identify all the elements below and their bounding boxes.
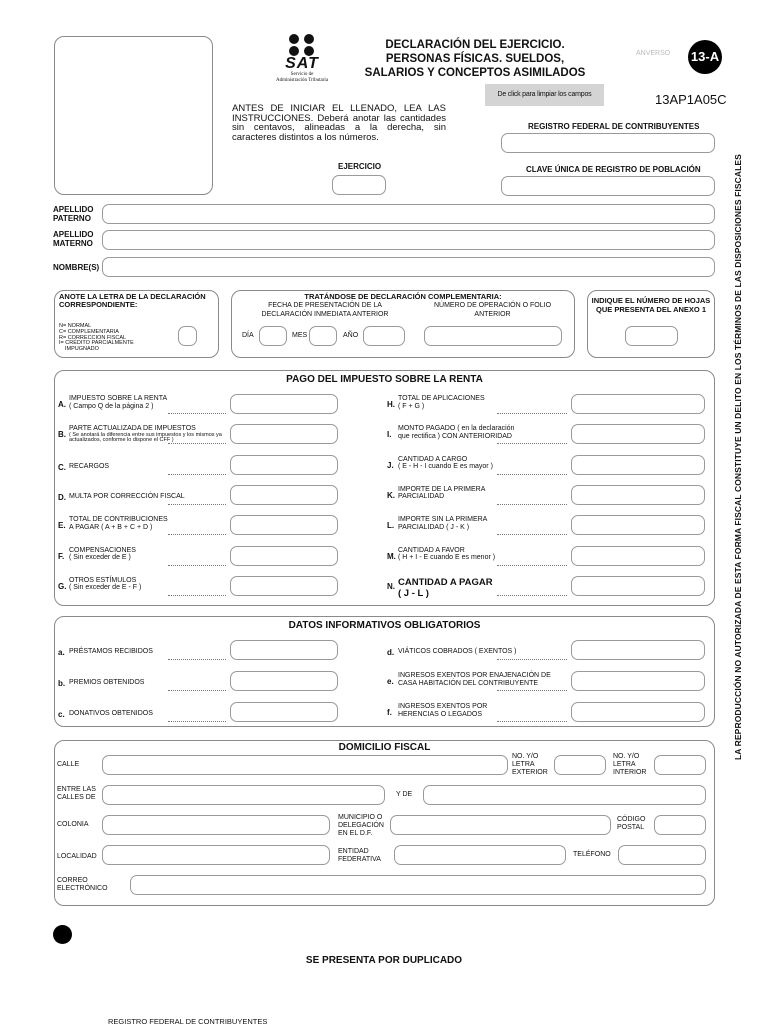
isr-row-label [69, 577, 225, 592]
isr-row-label [398, 547, 562, 562]
isr-row-label-l2: ( J - L ) [398, 587, 429, 599]
isr-row-label [69, 516, 225, 531]
mes-field[interactable] [309, 326, 337, 346]
isr-row-letter: I. [387, 430, 392, 440]
comp-folio-l2: ANTERIOR [474, 311, 511, 318]
entidad-field[interactable] [394, 845, 566, 865]
form-number: 13-A [690, 49, 720, 64]
isr-row-label [69, 463, 225, 471]
municipio-field[interactable] [390, 815, 611, 835]
isr-row-label-l1: CANTIDAD A PAGAR [398, 576, 493, 588]
isr-amount-field[interactable] [571, 576, 705, 596]
mun-l3: EN EL D.F. [338, 830, 373, 837]
calle-label: CALLE [57, 761, 80, 768]
info-row-letter: c. [58, 710, 65, 719]
isr-amount-field[interactable] [571, 515, 705, 535]
side-legal-note: LA REPRODUCCIÓN NO AUTORIZADA DE ESTA FORMA FISCAL CONSTITUYE UN DELITO EN LOS TÉRMINOS DE LAS DISPOSICIONES FISCALES [733, 154, 743, 760]
info-row-label-l1: VIÁTICOS COBRADOS ( EXENTOS ) [398, 648, 517, 655]
option-impugnado: IMPUGNADO [65, 346, 99, 353]
sheets-field[interactable] [625, 326, 678, 346]
isr-amount-field[interactable] [230, 424, 338, 444]
isr-row-label-l1: IMPORTE SIN LA PRIMERA [398, 516, 488, 524]
comp-date-l1: FECHA DE PRESENTACIÓN DE LA [268, 302, 382, 309]
colonia-label: COLONIA [57, 821, 89, 828]
isr-row-leader [497, 474, 567, 475]
isr-row-leader [168, 474, 226, 475]
isr-row-label-l1: OTROS ESTÍMULOS [69, 576, 137, 584]
isr-amount-field[interactable] [230, 515, 338, 535]
info-row-label [398, 648, 564, 656]
option-complementaria: C= COMPLEMENTARIA [59, 328, 119, 335]
isr-amount-field[interactable] [230, 455, 338, 475]
isr-row-leader [168, 443, 226, 444]
isr-row-leader [168, 504, 226, 505]
isr-row-label-l1: TOTAL DE CONTRIBUCIONES [69, 516, 168, 524]
isr-row-leader [497, 565, 567, 566]
apellido-materno-field[interactable] [102, 230, 715, 250]
mun-l1: MUNICIPIO O [338, 814, 383, 821]
isr-row-letter: A. [58, 400, 66, 409]
info-row-leader [497, 659, 567, 660]
declaration-letter-field[interactable] [178, 326, 197, 346]
title-line3: SALARIOS Y CONCEPTOS ASIMILADOS [364, 67, 586, 79]
mes-label: MES [292, 332, 308, 339]
isr-row-label-l2: ( F + G ) [398, 402, 425, 410]
isr-amount-field[interactable] [571, 455, 705, 475]
cp-label [617, 816, 645, 832]
isr-row-leader [497, 413, 567, 414]
isr-row-letter: M. [387, 551, 396, 561]
isr-row-label [69, 547, 225, 562]
no-interior-field[interactable] [654, 755, 706, 775]
folio-field[interactable] [424, 326, 562, 346]
domicilio-title: DOMICILIO FISCAL [338, 742, 431, 753]
info-row-label-l1: INGRESOS EXENTOS POR [398, 703, 488, 710]
ent-l1: ENTIDAD [338, 848, 369, 855]
isr-row-label-l2: ( Campo Q de la página 2 ) [69, 402, 154, 410]
isr-row-letter: C. [58, 462, 66, 472]
isr-row-letter: G. [58, 581, 67, 591]
isr-row-label [69, 425, 225, 444]
isr-row-label-l2: que rectifica ) CON ANTERIORIDAD [398, 432, 512, 440]
isr-row-label-l1: IMPORTE DE LA PRIMERA [398, 485, 486, 493]
isr-amount-field[interactable] [230, 576, 338, 596]
info-title: DATOS INFORMATIVOS OBLIGATORIOS [288, 620, 481, 631]
info-amount-field[interactable] [571, 671, 705, 691]
info-row-label [69, 679, 225, 687]
isr-title: PAGO DEL IMPUESTO SOBRE LA RENTA [286, 374, 483, 385]
isr-row-label-l2: PARCIALIDAD ( J - K ) [398, 523, 470, 531]
isr-row-letter: H. [387, 400, 395, 409]
isr-row-label-l1: MULTA POR CORRECCIÓN FISCAL [69, 492, 185, 500]
no-int-l2: LETRA [613, 761, 636, 768]
entre-calle1-field[interactable] [102, 785, 385, 805]
info-amount-field[interactable] [230, 671, 338, 691]
isr-row-label [398, 456, 562, 471]
isr-row-label-l2: A PAGAR ( A + B + C + D ) [69, 523, 153, 531]
clear-fields-button[interactable]: De click para limpiar los campos [485, 84, 604, 106]
isr-row-leader [497, 504, 567, 505]
paterno-l1: APELLIDO [53, 205, 94, 214]
isr-amount-field[interactable] [230, 546, 338, 566]
yde-label: Y DE [396, 791, 413, 798]
anio-field[interactable] [363, 326, 405, 346]
ejercicio-field[interactable] [332, 175, 386, 195]
isr-row-label-l1: RECARGOS [69, 462, 110, 470]
sat-logo-sub2: Administración Tributaria [275, 78, 329, 83]
letter-title-l2: CORRESPONDIENTE: [59, 300, 138, 309]
paterno-label [53, 205, 93, 223]
isr-row-leader [497, 534, 567, 535]
no-ext-label [512, 753, 548, 777]
option-normal: N= NORMAL [59, 323, 92, 329]
isr-row-label-l2: ( Sin exceder de E ) [69, 554, 131, 561]
no-ext-l2: LETRA [512, 761, 535, 768]
isr-amount-field[interactable] [230, 485, 338, 505]
telefono-field[interactable] [618, 845, 706, 865]
isr-row-label [398, 395, 562, 410]
info-row-letter: f. [387, 708, 392, 717]
isr-row-label-l2: ( E - H - I cuando E es mayor ) [398, 463, 493, 471]
rfc-field[interactable] [501, 133, 715, 153]
isr-row-letter: F. [58, 551, 65, 561]
calle-field[interactable] [102, 755, 508, 775]
correo-field[interactable] [130, 875, 706, 895]
correo-l2: ELECTRÓNICO [57, 885, 108, 892]
info-row-label-l2: HERENCIAS O LEGADOS [398, 710, 483, 718]
info-row-label-l1: INGRESOS EXENTOS POR ENAJENACIÓN DE [398, 672, 551, 679]
sat-logo-sub1: Servicio de [290, 72, 314, 77]
no-int-l3: INTERIOR [613, 769, 647, 776]
letter-title-l1: ANOTE LA LETRA DE LA DECLARACIÓN [59, 292, 206, 301]
isr-row-label-l1: COMPENSACIONES [69, 546, 136, 554]
nombre-label: NOMBRE(S) [53, 263, 100, 272]
anverso-label: ANVERSO [636, 50, 671, 57]
curp-field[interactable] [501, 176, 715, 196]
entre-calle2-field[interactable] [423, 785, 706, 805]
isr-amount-field[interactable] [571, 424, 705, 444]
ejercicio-label: EJERCICIO [338, 162, 382, 171]
title-line1: DECLARACIÓN DEL EJERCICIO. [385, 39, 565, 51]
form-code: 13AP1A05C [655, 92, 727, 107]
rfc-label: REGISTRO FEDERAL DE CONTRIBUYENTES [528, 122, 700, 131]
correo-l1: CORREO [57, 877, 88, 884]
isr-row-label-l1: IMPUESTO SOBRE LA RENTA [69, 395, 168, 402]
info-row-letter: e. [387, 677, 394, 686]
correo-label [57, 877, 108, 893]
isr-row-leader [168, 413, 226, 414]
letter-title [59, 293, 206, 309]
localidad-field[interactable] [102, 845, 330, 865]
telefono-label: TELÉFONO [573, 851, 611, 858]
comp-title: TRATÁNDOSE DE DECLARACIÓN COMPLEMENTARIA: [304, 292, 502, 301]
sheets-l2: QUE PRESENTA DEL ANEXO 1 [595, 305, 707, 314]
instructions-text: ANTES DE INICIAR EL LLENADO, LEA LAS INSTRUCCIONES. Deberá anotar las cantidades sin centavos, alineadas a la derecha, sin caracteres distintos a los números. [232, 103, 446, 143]
anio-label: AÑO [343, 332, 359, 339]
codigo-postal-field[interactable] [654, 815, 706, 835]
no-exterior-field[interactable] [554, 755, 606, 775]
info-row-leader [497, 721, 567, 722]
info-row-leader [497, 690, 567, 691]
comp-folio-l1: NÚMERO DE OPERACIÓN O FOLIO [433, 302, 552, 309]
isr-row-letter: N. [387, 581, 395, 591]
paterno-l2: PATERNO [53, 214, 91, 223]
cp-l2: POSTAL [617, 824, 645, 831]
isr-row-label-l2: ( H + I - E cuando E es menor ) [398, 554, 496, 561]
info-row-letter: d. [387, 648, 395, 657]
sat-logo-icon [287, 34, 317, 56]
isr-row-letter: E. [58, 521, 66, 531]
dia-field[interactable] [259, 326, 287, 346]
comp-folio-label [420, 301, 565, 319]
info-row-label-l1: PREMIOS OBTENIDOS [69, 679, 145, 686]
sat-logo-text: SAT [285, 55, 319, 72]
entidad-label [338, 848, 381, 864]
isr-row-leader [497, 595, 567, 596]
no-ext-l1: NO. Y/O [512, 753, 539, 760]
comp-date-label [245, 301, 405, 319]
materno-l2: MATERNO [53, 239, 93, 248]
isr-row-label-l1: CANTIDAD A FAVOR [398, 546, 465, 554]
no-ext-l3: EXTERIOR [512, 769, 548, 776]
info-row-leader [168, 659, 226, 660]
isr-amount-field[interactable] [571, 546, 705, 566]
info-row-label [69, 710, 225, 718]
isr-row-label-l2: ( Sin exceder de E - F ) [69, 584, 142, 592]
nombre-field[interactable] [102, 257, 715, 277]
option-credito: I= CRÉDITO PARCIALMENTE [59, 340, 134, 347]
entre-label [57, 786, 96, 802]
isr-row-label [398, 486, 562, 501]
municipio-label [338, 814, 384, 838]
info-row-label-l1: DONATIVOS OBTENIDOS [69, 710, 153, 717]
isr-amount-field[interactable] [571, 394, 705, 414]
isr-row-leader [168, 534, 226, 535]
materno-l1: APELLIDO [53, 230, 94, 239]
isr-row-label-l2: ( Se anotará la diferencia entre sus impuestos y los mismos ya actualizados, conforme lo dispone el CFF ) [69, 431, 222, 444]
isr-row-leader [168, 595, 226, 596]
sheets-l1: INDIQUE EL NÚMERO DE HOJAS [591, 296, 711, 305]
isr-row-letter: L. [387, 521, 395, 531]
isr-row-leader [168, 565, 226, 566]
curp-label: CLAVE ÚNICA DE REGISTRO DE POBLACIÓN [526, 165, 701, 174]
isr-row-label-l1: TOTAL DE APLICACIONES [398, 395, 485, 402]
ent-l2: FEDERATIVA [338, 856, 381, 863]
isr-amount-field[interactable] [230, 394, 338, 414]
isr-row-label-l1: MONTO PAGADO ( en la declaración [398, 425, 515, 433]
sat-logo [262, 34, 342, 88]
isr-row-label [69, 493, 225, 501]
info-amount-field[interactable] [230, 640, 338, 660]
info-row-leader [168, 721, 226, 722]
comp-date-l2: DECLARACIÓN INMEDIATA ANTERIOR [261, 311, 389, 318]
isr-row-label-l2: PARCIALIDAD [398, 493, 445, 501]
isr-row-leader [497, 443, 567, 444]
info-amount-field[interactable] [230, 702, 338, 722]
isr-row-label [398, 516, 562, 531]
info-row-letter: a. [58, 648, 65, 657]
isr-row-label-l1: PARTE ACTUALIZADA DE IMPUESTOS [69, 425, 196, 433]
isr-row-letter: J. [387, 460, 394, 470]
form-number-badge [688, 40, 722, 74]
option-correccion: R= CORRECCION FISCAL [59, 334, 127, 341]
entre-l1: ENTRE LAS [57, 786, 96, 793]
photo-box [54, 36, 213, 195]
materno-label [53, 230, 93, 248]
localidad-label: LOCALIDAD [57, 853, 97, 860]
isr-row-label-l1: CANTIDAD A CARGO [398, 455, 468, 463]
cp-l1: CÓDIGO [617, 816, 646, 823]
info-amount-field[interactable] [571, 640, 705, 660]
info-row-label [69, 648, 225, 656]
entre-l2: CALLES DE [57, 794, 96, 801]
isr-row-letter: B. [58, 430, 66, 440]
info-row-label [398, 672, 564, 687]
mun-l2: DELEGACIÓN [338, 822, 384, 829]
duplicado-text: SE PRESENTA POR DUPLICADO [305, 955, 463, 966]
black-dot-marker [53, 925, 72, 944]
info-row-label-l1: PRÉSTAMOS RECIBIDOS [69, 648, 153, 655]
isr-row-letter: D. [58, 492, 66, 502]
isr-row-label [398, 425, 562, 440]
letter-options [59, 324, 134, 353]
isr-amount-field[interactable] [571, 485, 705, 505]
form-title [345, 38, 605, 80]
info-row-letter: b. [58, 679, 66, 688]
sheets-label [587, 296, 715, 314]
dia-label: DÍA [242, 332, 254, 339]
info-amount-field[interactable] [571, 702, 705, 722]
isr-row-letter: K. [387, 490, 395, 500]
no-int-label [613, 753, 646, 777]
info-row-label-l2: CASA HABITACIÓN DEL CONTRIBUYENTE [398, 679, 539, 687]
no-int-l1: NO. Y/O [613, 753, 640, 760]
isr-row-label [69, 395, 225, 410]
colonia-field[interactable] [102, 815, 330, 835]
info-row-leader [168, 690, 226, 691]
apellido-paterno-field[interactable] [102, 204, 715, 224]
info-row-label [398, 703, 564, 718]
rfc-bottom-label: REGISTRO FEDERAL DE CONTRIBUYENTES [108, 1017, 268, 1026]
title-line2: PERSONAS FÍSICAS. SUELDOS, [385, 53, 565, 65]
